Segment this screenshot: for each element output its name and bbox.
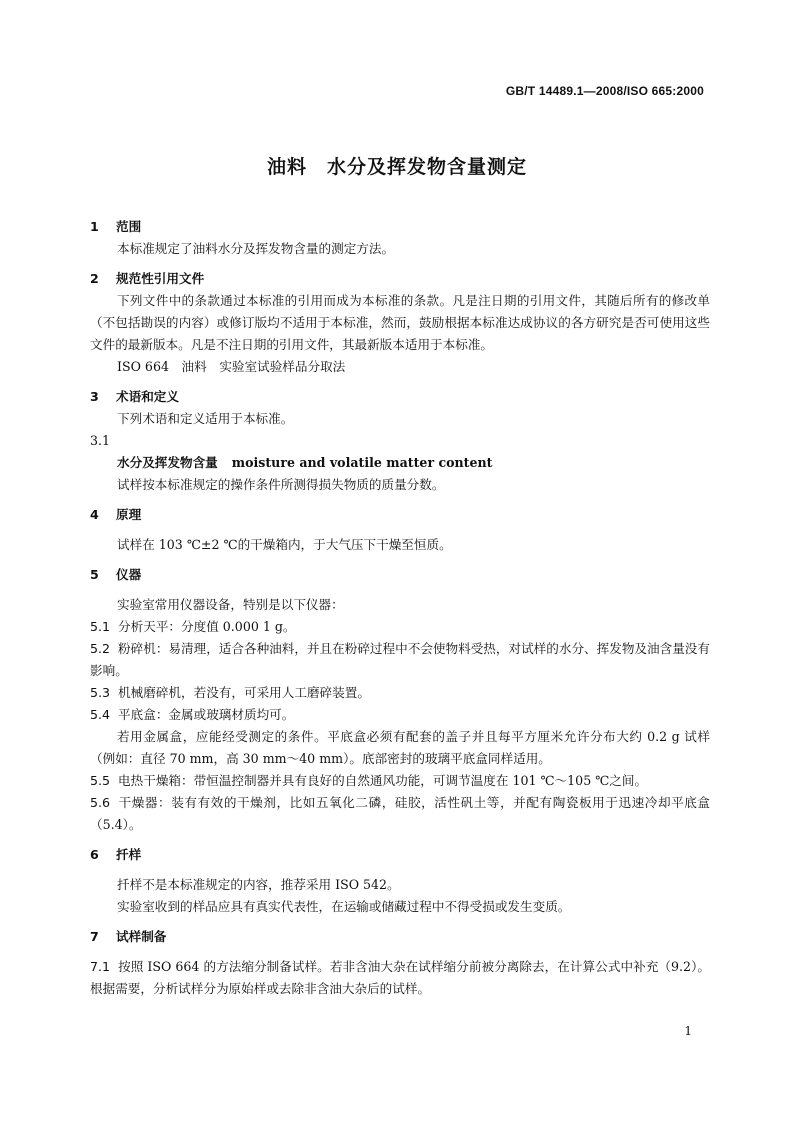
document-body	[90, 208, 710, 1000]
clause-item	[90, 704, 710, 726]
paragraph: 扦样不是本标准规定的内容，推荐采用 ISO 542。	[117, 877, 400, 892]
paragraph: 下列文件中的条款通过本标准的引用而成为本标准的条款。凡是注日期的引用文件，其随后所有的修改单（不包括勘误的内容）或修订版均不适用于本标准，然而，鼓励根据本标准达成协议的各方研究是否可使用这些文件的最新版本。凡是不注日期的引用文件，其最新版本适用于本标准。	[90, 293, 710, 352]
clause-number: 5.1	[90, 619, 111, 634]
section-number: 2	[90, 271, 99, 286]
page-number: 1	[684, 1024, 692, 1038]
section-number: 5	[90, 567, 99, 582]
clause-item	[90, 956, 710, 1000]
clause-item	[90, 616, 710, 638]
clause-text: 干燥器：装有有效的干燥剂，比如五氧化二磷，硅胶，活性矾土等，并配有陶瓷板用于迅速冷却平底盒（5.4）。	[90, 795, 710, 832]
section-heading-terms	[90, 386, 710, 408]
clause-text: 按照 ISO 664 的方法缩分制备试样。若非含油大杂在试样缩分前被分离除去，在计算公式中补充（9.2）。根据需要，分析试样分为原始样或去除非含油大杂后的试样。	[90, 959, 710, 996]
section-title: 仪器	[116, 567, 142, 582]
section-heading-scope	[90, 216, 710, 238]
section-number: 1	[90, 219, 99, 234]
paragraph: 实验室常用仪器设备，特别是以下仪器：	[117, 597, 344, 612]
section-heading-normative-references	[90, 268, 710, 290]
clause-text: 分析天平：分度值 0.000 1 g。	[118, 619, 296, 634]
clause-number: 5.4	[90, 707, 111, 722]
section-heading-sampling	[90, 844, 710, 866]
term-entry	[90, 452, 710, 474]
term-definition: 试样按本标准规定的操作条件所测得损失物质的质量分数。	[117, 477, 445, 492]
term-english: moisture and volatile matter content	[231, 455, 493, 470]
clause-number: 5.2	[90, 641, 111, 656]
section-title: 原理	[116, 507, 142, 522]
section-heading-apparatus	[90, 564, 710, 586]
clause-item	[90, 770, 710, 792]
clause-text: 机械磨碎机，若没有，可采用人工磨碎装置。	[118, 685, 370, 700]
subsection-number: 3.1	[90, 433, 111, 448]
paragraph: 下列术语和定义适用于本标准。	[117, 411, 294, 426]
clause-number: 7.1	[90, 959, 111, 974]
page-title: 油料 水分及挥发物含量测定	[266, 156, 527, 178]
paragraph: 本标准规定了油料水分及挥发物含量的测定方法。	[117, 241, 395, 256]
section-title: 规范性引用文件	[116, 271, 205, 286]
section-title: 术语和定义	[116, 389, 179, 404]
section-number: 7	[90, 929, 99, 944]
reference-item: ISO 664 油料 实验室试验样品分取法	[117, 359, 346, 374]
section-title: 试样制备	[116, 929, 167, 944]
clause-text: 电热干燥箱：带恒温控制器并具有良好的自然通风功能，可调节温度在 101 ℃～105 ℃之间。	[118, 773, 648, 788]
section-number: 4	[90, 507, 99, 522]
section-number: 6	[90, 847, 99, 862]
paragraph: 实验室收到的样品应具有真实代表性，在运输或储藏过程中不得受损或发生变质。	[117, 899, 571, 914]
paragraph: 试样在 103 ℃±2 ℃的干燥箱内，于大气压下干燥至恒质。	[117, 537, 452, 552]
clause-item	[90, 638, 710, 682]
clause-number: 5.6	[90, 795, 111, 810]
clause-item	[90, 682, 710, 704]
section-heading-sample-preparation	[90, 926, 710, 948]
term-chinese: 水分及挥发物含量	[117, 455, 218, 470]
clause-text: 平底盒：金属或玻璃材质均可。	[118, 707, 295, 722]
clause-text: 粉碎机：易清理，适合各种油料，并且在粉碎过程中不会使物料受热，对试样的水分、挥发物及油含量没有影响。	[90, 641, 710, 678]
section-title: 范围	[116, 219, 142, 234]
section-heading-principle	[90, 504, 710, 526]
clause-number: 5.3	[90, 685, 111, 700]
clause-number: 5.5	[90, 773, 111, 788]
section-number: 3	[90, 389, 99, 404]
section-title: 扦样	[116, 847, 142, 862]
paragraph: 若用金属盒，应能经受测定的条件。平底盒必须有配套的盖子并且每平方厘米允许分布大约 0.2 g 试样（例如：直径 70 mm，高 30 mm～40 mm）。底部密封的玻璃平底盒同样适用。	[90, 729, 710, 766]
document-code: GB/T 14489.1—2008/ISO 665:2000	[505, 84, 704, 98]
clause-item	[90, 792, 710, 836]
